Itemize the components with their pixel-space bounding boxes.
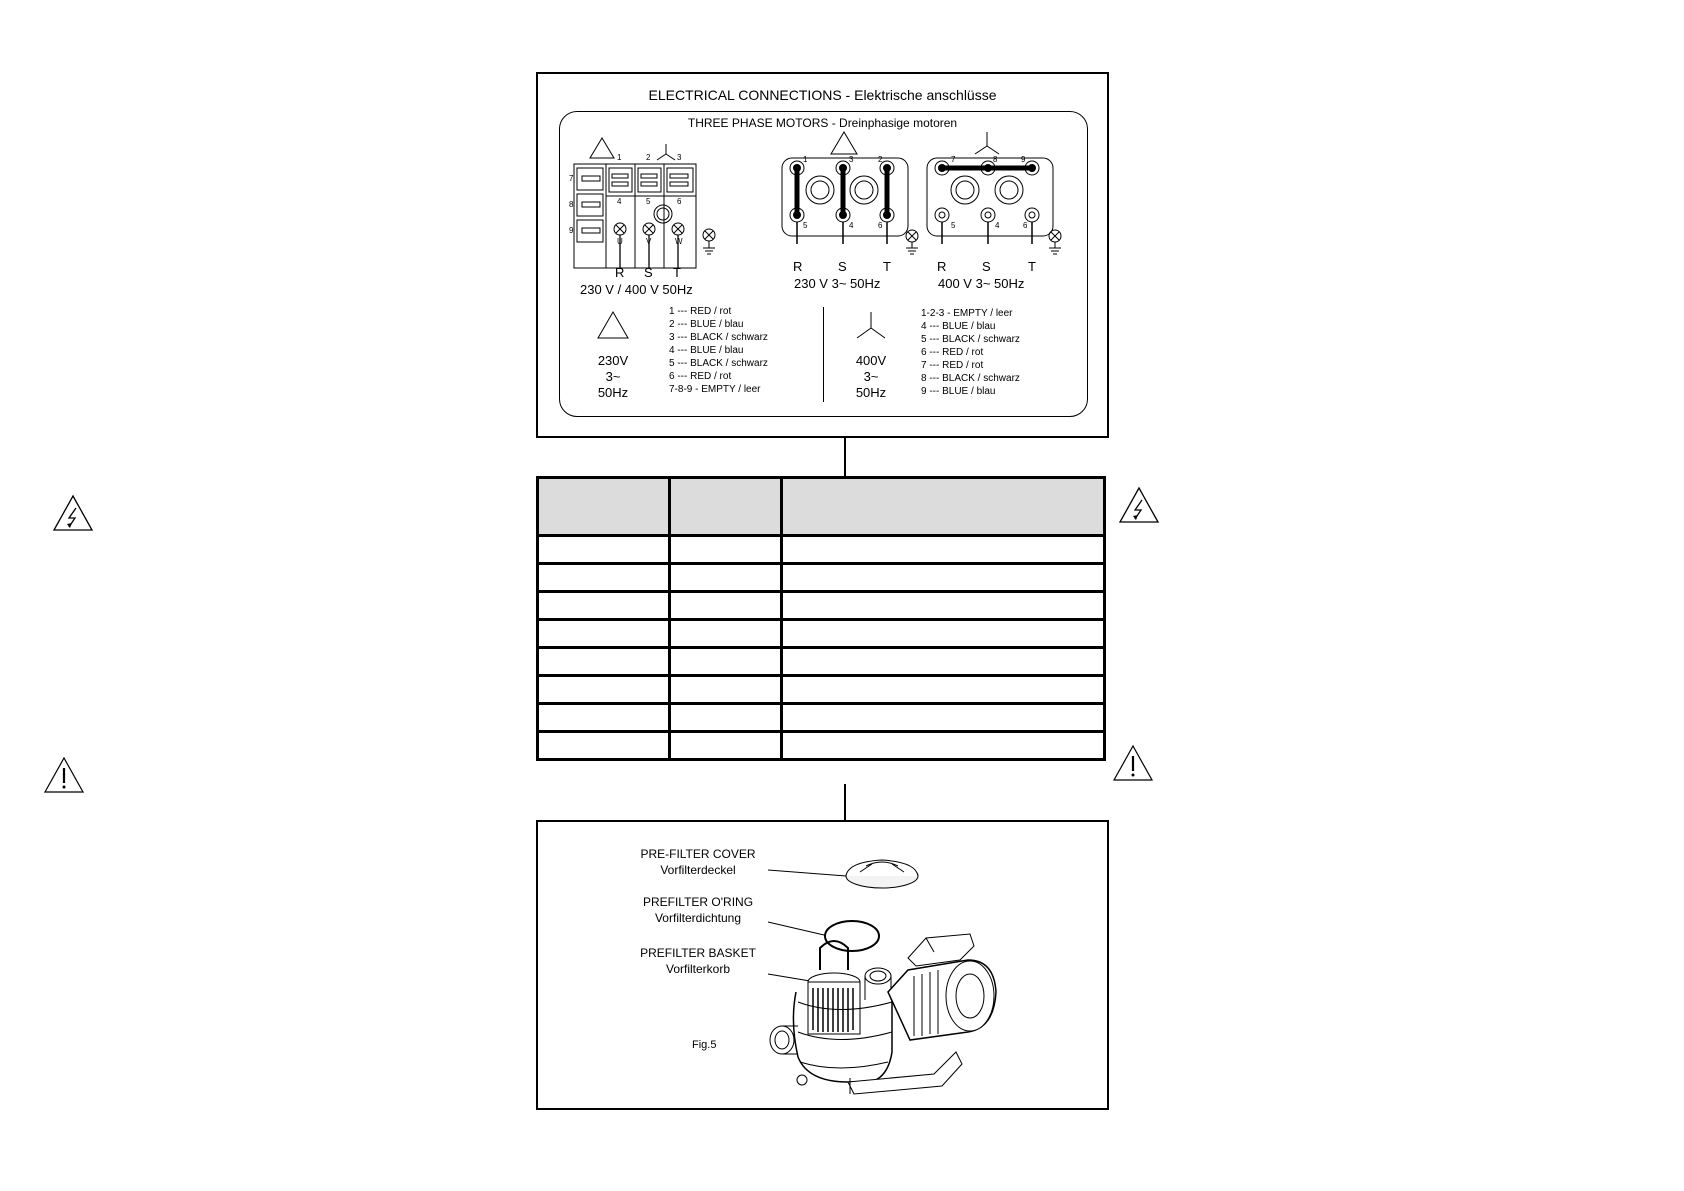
label-prefilter-basket-de: Vorfilterkorb [665,962,731,976]
specifications-table [536,476,1106,761]
board2-num-top-1: 1 [803,155,808,164]
board2-num-bot-4: 4 [849,221,854,230]
table-cell [670,620,782,648]
board3-phase-t: T [1028,259,1036,274]
delta-connection-board [782,132,932,257]
board1-phase-r: R [615,265,625,280]
terminal-num-4: 4 [617,197,622,206]
table-row [538,592,1105,620]
terminal-letter-v: V [646,237,652,246]
board1-phase-t: T [673,265,681,280]
terminal-num-3: 3 [677,153,682,162]
board3-phase-r: R [937,259,947,274]
figure-caption: Fig.5 [692,1039,717,1051]
delta-legend-4: 4 --- BLUE / blau [669,345,744,356]
exclamation-warning-icon-left [43,756,85,794]
connector-line-bottom [844,784,846,821]
table-cell [670,564,782,592]
terminal-num-6: 6 [677,197,682,206]
table-cell [782,676,1105,704]
delta-phase: 3~ [605,369,621,384]
table-cell [538,704,670,732]
connector-line-top [844,437,846,477]
table-header-row [538,478,1105,536]
terminal-num-7: 7 [569,174,574,183]
three-phase-subtitle: THREE PHASE MOTORS - Dreinphasige motoren [687,116,958,130]
table-header-cell [670,478,782,536]
board3-num-bot-4: 4 [995,221,1000,230]
terminal-num-5: 5 [646,197,651,206]
table-cell [782,648,1105,676]
star-legend-6: 8 --- BLACK / schwarz [921,373,1020,384]
delta-legend-1: 1 --- RED / rot [669,306,732,317]
board2-num-top-3: 3 [849,155,854,164]
delta-legend-2: 2 --- BLUE / blau [669,319,744,330]
board2-num-bot-6: 6 [878,221,883,230]
delta-freq: 50Hz [597,385,629,400]
table-cell [538,536,670,564]
table-cell [538,564,670,592]
table-header-cell [538,478,670,536]
board2-num-top-2: 2 [878,155,883,164]
table-cell [782,592,1105,620]
board3-num-top-8: 8 [993,155,998,164]
terminal-letter-w: W [675,237,683,246]
table-cell [670,676,782,704]
figure5-panel [536,820,1109,1110]
board3-num-top-7: 7 [951,155,956,164]
label-prefilter-oring-de: Vorfilterdichtung [654,911,742,925]
board2-phase-t: T [883,259,891,274]
table-cell [538,732,670,760]
table-row [538,536,1105,564]
board2-voltage: 230 V 3~ 50Hz [794,276,881,291]
terminal-num-2: 2 [646,153,651,162]
star-voltage: 400V [855,353,887,368]
star-legend-4: 6 --- RED / rot [921,347,984,358]
electrical-title: ELECTRICAL CONNECTIONS - Elektrische anschlüsse [648,87,997,103]
board2-phase-s: S [838,259,847,274]
electric-hazard-icon-left [52,494,94,532]
table-cell [538,592,670,620]
star-legend-2: 4 --- BLUE / blau [921,321,996,332]
board3-num-top-9: 9 [1021,155,1026,164]
board3-voltage: 400 V 3~ 50Hz [938,276,1025,291]
terminal-num-8: 8 [569,200,574,209]
pool-pump-illustration [738,842,1038,1097]
table-cell [782,620,1105,648]
board3-phase-s: S [982,259,991,274]
table-header-cell [782,478,1105,536]
board3-num-bot-6: 6 [1023,221,1028,230]
terminal-letter-u: U [617,237,623,246]
delta-legend-6: 6 --- RED / rot [669,371,732,382]
star-connection-board [927,132,1077,257]
electric-hazard-icon-right [1118,486,1160,524]
table-cell [538,620,670,648]
star-legend-5: 7 --- RED / rot [921,360,984,371]
star-phase: 3~ [863,369,879,384]
board2-num-bot-5: 5 [803,221,808,230]
table-cell [782,732,1105,760]
board1-phase-s: S [644,265,653,280]
table-cell [670,732,782,760]
delta-legend-3: 3 --- BLACK / schwarz [669,332,768,343]
exclamation-warning-icon-right [1112,744,1154,782]
table-cell [782,564,1105,592]
board3-num-bot-5: 5 [951,221,956,230]
delta-legend-7: 7-8-9 - EMPTY / leer [669,384,761,395]
table-cell [538,676,670,704]
terminal-num-9: 9 [569,226,574,235]
table-row [538,564,1105,592]
star-legend-7: 9 --- BLUE / blau [921,386,996,397]
star-legend-3: 5 --- BLACK / schwarz [921,334,1020,345]
table-row [538,620,1105,648]
delta-symbol-icon [596,310,630,340]
table-cell [538,648,670,676]
table-row [538,704,1105,732]
label-prefilter-oring-en: PREFILTER O'RING [642,895,754,909]
label-prefilter-basket-en: PREFILTER BASKET [640,946,756,960]
star-legend-1: 1-2-3 - EMPTY / leer [921,308,1013,319]
label-prefilter-cover-en: PRE-FILTER COVER [640,847,756,861]
board1-voltage: 230 V / 400 V 50Hz [580,282,693,297]
table-cell [782,536,1105,564]
table-cell [670,536,782,564]
delta-voltage: 230V [597,353,629,368]
table-cell [782,704,1105,732]
delta-legend-5: 5 --- BLACK / schwarz [669,358,768,369]
table-cell [670,592,782,620]
legend-divider [823,307,824,402]
star-symbol-icon [854,310,888,344]
table-row [538,648,1105,676]
table-row [538,676,1105,704]
terminal-block-diagram [569,136,734,276]
board2-phase-r: R [793,259,803,274]
label-prefilter-cover-de: Vorfilterdeckel [660,863,736,877]
table-cell [670,648,782,676]
table-row [538,732,1105,760]
terminal-num-1: 1 [617,153,622,162]
star-freq: 50Hz [855,385,887,400]
table-cell [670,704,782,732]
electrical-connections-panel [536,72,1109,438]
